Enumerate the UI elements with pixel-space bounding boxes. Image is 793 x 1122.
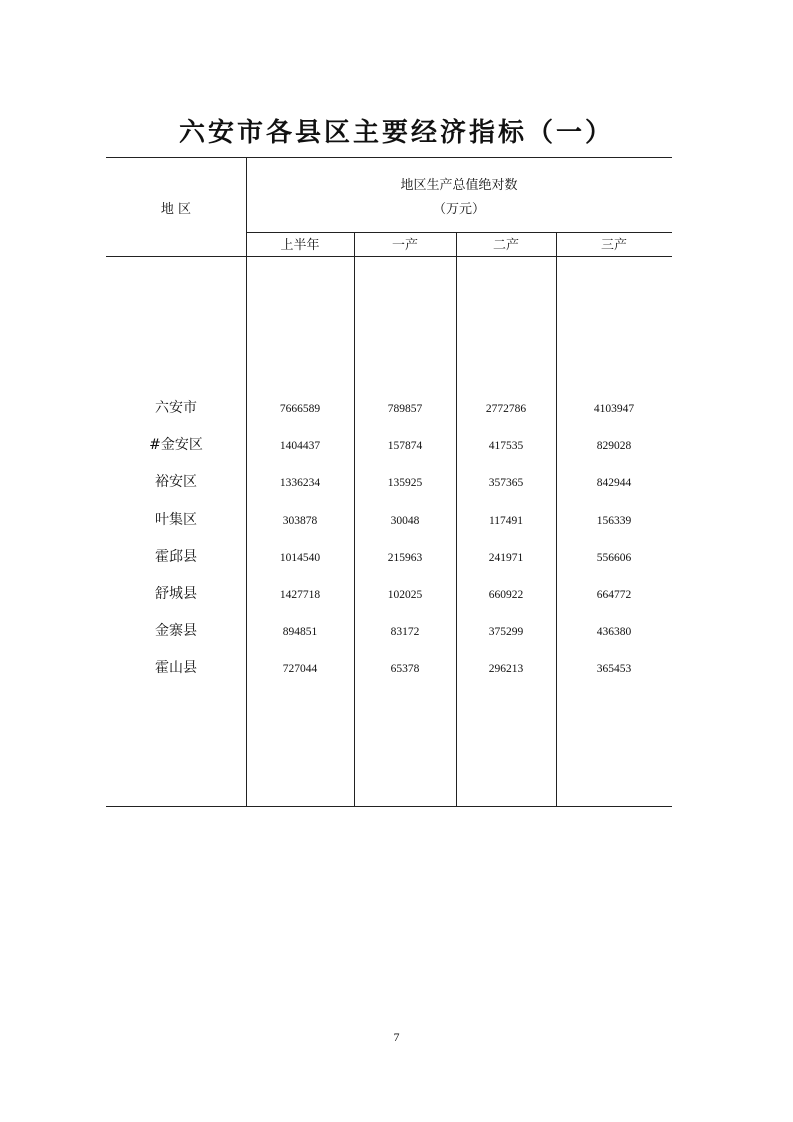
cell-secondary: 417535 <box>488 440 524 452</box>
cell-tertiary: 436380 <box>596 626 632 638</box>
column-header-secondary: 二产 <box>492 238 519 253</box>
region-header: 地 区 <box>160 202 192 217</box>
cell-first-half: 894851 <box>282 626 318 638</box>
table-bottom-rule <box>106 806 672 807</box>
cell-secondary: 241971 <box>488 552 524 564</box>
cell-secondary: 2772786 <box>485 403 527 415</box>
region-name: 霍山县 <box>155 660 197 676</box>
cell-first-half: 1336234 <box>279 477 321 489</box>
cell-tertiary: 156339 <box>596 515 632 527</box>
region-name: 裕安区 <box>155 474 197 490</box>
region-name: #金安区 <box>149 437 203 453</box>
region-name: 叶集区 <box>155 512 197 528</box>
cell-primary: 102025 <box>387 589 423 601</box>
cell-first-half: 727044 <box>282 663 318 675</box>
cell-tertiary: 842944 <box>596 477 632 489</box>
table-top-rule <box>106 157 672 158</box>
region-name: 金寨县 <box>155 623 197 639</box>
cell-tertiary: 4103947 <box>593 403 635 415</box>
cell-first-half: 1014540 <box>279 552 321 564</box>
cell-primary: 65378 <box>390 663 420 675</box>
column-header-tertiary: 三产 <box>600 238 627 253</box>
cell-secondary: 117491 <box>488 515 524 527</box>
cell-tertiary: 829028 <box>596 440 632 452</box>
cell-first-half: 303878 <box>282 515 318 527</box>
cell-first-half: 7666589 <box>279 403 321 415</box>
cell-tertiary: 556606 <box>596 552 632 564</box>
cell-primary: 83172 <box>390 626 420 638</box>
cell-primary: 135925 <box>387 477 423 489</box>
column-header-first-half: 上半年 <box>280 238 320 253</box>
cell-first-half: 1404437 <box>279 440 321 452</box>
page-title: 六安市各县区主要经济指标（一） <box>178 118 614 148</box>
cell-primary: 789857 <box>387 403 423 415</box>
region-name: 舒城县 <box>155 586 197 602</box>
cell-first-half: 1427718 <box>279 589 321 601</box>
region-name: 霍邱县 <box>155 549 197 565</box>
subheader-rule <box>246 232 672 233</box>
header-bottom-rule <box>106 256 672 257</box>
cell-secondary: 296213 <box>488 663 524 675</box>
region-name: 六安市 <box>155 400 197 416</box>
page-number: 7 <box>393 1030 400 1044</box>
cell-primary: 215963 <box>387 552 423 564</box>
cell-secondary: 660922 <box>488 589 524 601</box>
column-header-primary: 一产 <box>391 238 418 253</box>
cell-tertiary: 365453 <box>596 663 632 675</box>
cell-tertiary: 664772 <box>596 589 632 601</box>
cell-secondary: 375299 <box>488 626 524 638</box>
cell-primary: 157874 <box>387 440 423 452</box>
cell-secondary: 357365 <box>488 477 524 489</box>
group-header: 地区生产总值绝对数 <box>400 178 518 193</box>
cell-primary: 30048 <box>390 515 420 527</box>
group-unit: （万元） <box>432 202 485 217</box>
